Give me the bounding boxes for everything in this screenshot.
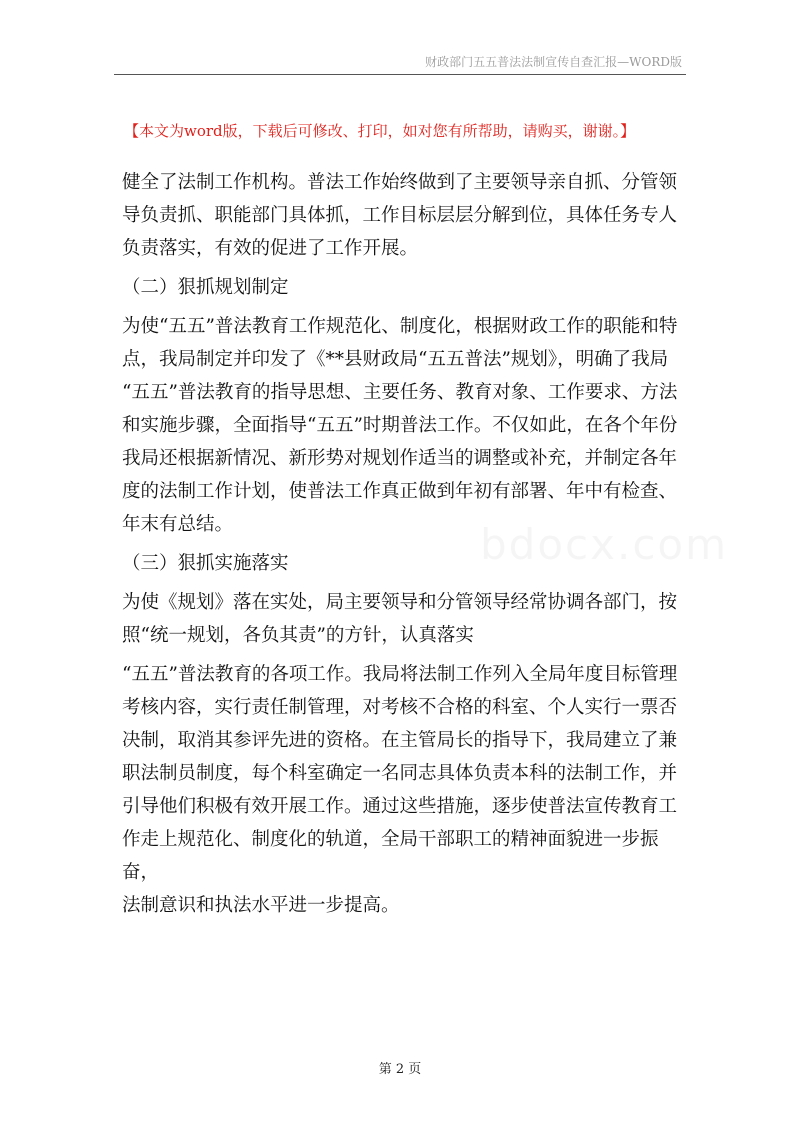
paragraph-line: 考核内容，实行责任制管理，对考核不合格的科室、个人实行一票否 <box>122 697 678 718</box>
paragraph-line: 引导他们积极有效开展工作。通过这些措施，逐步使普法宣传教育工 <box>122 796 678 817</box>
paragraph-line: 作走上规范化、制度化的轨道，全局干部职工的精神面貌进一步振奋， <box>122 829 659 883</box>
paragraph-2 <box>122 310 684 541</box>
paragraph-line: “五五”普法教育的各项工作。我局将法制工作列入全局年度目标管理 <box>122 664 678 685</box>
paragraph-line: 健全了法制工作机构。普法工作始终做到了主要领导亲自抓、分管领 <box>122 172 678 193</box>
download-notice: 【本文为word版，下载后可修改、打印，如对您有所帮助，请购买，谢谢。】 <box>124 122 636 140</box>
paragraph-3 <box>122 586 684 652</box>
paragraph-line: 为使“五五”普法教育工作规范化、制度化，根据财政工作的职能和特 <box>122 316 678 337</box>
paragraph-line: 决制，取消其参评先进的资格。在主管局长的指导下，我局建立了兼 <box>122 730 678 751</box>
paragraph-line: 负责落实，有效的促进了工作开展。 <box>122 238 419 259</box>
header-rule <box>114 74 686 75</box>
paragraph-line: 度的法制工作计划，使普法工作真正做到年初有部署、年中有检查、 <box>122 481 678 502</box>
page-number: 第 2 页 <box>378 1062 422 1077</box>
paragraph-1 <box>122 166 684 265</box>
paragraph-line: 导负责抓、职能部门具体抓，工作目标层层分解到位，具体任务专人 <box>122 205 678 226</box>
paragraph-line: 为使《规划》落在实处，局主要领导和分管领导经常协调各部门，按 <box>122 592 678 613</box>
paragraph-line: 和实施步骤，全面指导“五五”时期普法工作。不仅如此，在各个年份 <box>122 415 678 436</box>
paragraph-line: 点，我局制定并印发了《**县财政局“五五普法”规划》，明确了我局 <box>122 349 669 370</box>
paragraph-line: 职法制员制度，每个科室确定一名同志具体负责本科的法制工作，并 <box>122 763 678 784</box>
document-body <box>122 166 684 922</box>
paragraph-line: 年末有总结。 <box>122 514 234 535</box>
paragraph-4 <box>122 658 684 922</box>
running-header: 财政部门五五普法法制宣传自查汇报—WORD版 <box>425 55 682 69</box>
paragraph-line: 法制意识和执法水平进一步提高。 <box>122 895 400 916</box>
section-heading-3: （三）狠抓实施落实 <box>122 553 289 574</box>
paragraph-line: 照“统一规划，各负其责”的方针，认真落实 <box>122 625 474 646</box>
paragraph-line: 我局还根据新情况、新形势对规划作适当的调整或补充，并制定各年 <box>122 448 678 469</box>
section-heading-2: （二）狠抓规划制定 <box>122 277 289 298</box>
paragraph-line: “五五”普法教育的指导思想、主要任务、教育对象、工作要求、方法 <box>122 382 678 403</box>
